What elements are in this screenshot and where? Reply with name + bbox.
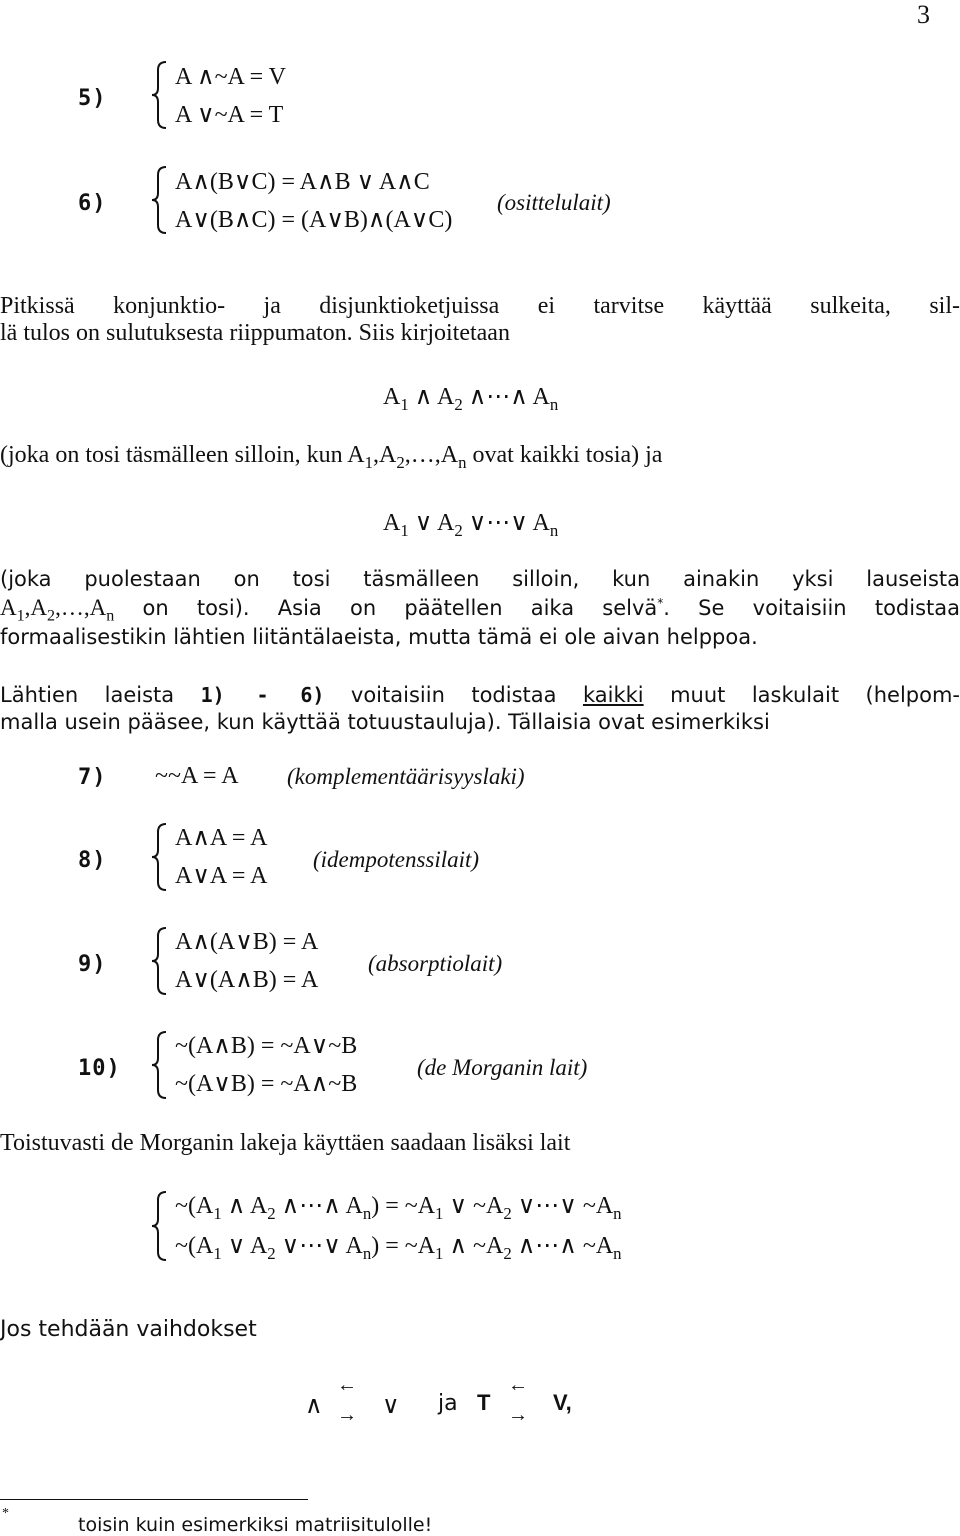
- formula-line: $\sim(A_1$ ∨ $A_2$ ∨⋯∨ $A_n$) = $\sim A_1$ ∧ $\sim A_2$ ∧⋯∧ $\sim A_n$: [175, 1233, 622, 1263]
- rule-number: 6): [78, 191, 107, 216]
- left-arrow-icon: ←: [508, 1374, 528, 1396]
- right-arrow-icon: →: [337, 1404, 357, 1426]
- brace-icon: [150, 822, 168, 892]
- formula-line: ~(A∧B) = ~A∨~B: [175, 1033, 358, 1059]
- formula-line: A ∨~A = T: [175, 102, 284, 128]
- rule-number: 8): [78, 848, 107, 873]
- rule-number: 7): [78, 765, 107, 790]
- formula-line: ~(A∨B) = ~A∧~B: [175, 1071, 358, 1097]
- formula-line: $\sim(A_1$ ∧ $A_2$ ∧⋯∧ $A_n$) = $\sim A_1$ ∨ $\sim A_2$ ∨⋯∨ $\sim A_n$: [175, 1193, 622, 1223]
- page-number: 3: [917, 0, 930, 29]
- rule-number: 5): [78, 86, 107, 111]
- footnote-text: toisin kuin esimerkiksi matriisitulolle!: [78, 1514, 433, 1536]
- paragraph-line: $A_1,A_2,\dots,A_n$ on tosi). Asia on päätellen aika selvä*. Se voitaisiin todistaa: [0, 595, 960, 625]
- paragraph-line: formaalisestikin lähtien liitäntälaeista, mutta tämä ei ole aivan helppoa.: [0, 625, 758, 649]
- law-name: (de Morganin lait): [417, 1055, 588, 1080]
- formula-line: A∧(B∨C) = A∧B ∨ A∧C: [175, 169, 430, 195]
- brace-icon: [150, 60, 168, 130]
- true-symbol: T: [477, 1390, 491, 1415]
- and-symbol: ∧: [305, 1393, 323, 1419]
- formula-line: A ∧~A = V: [175, 64, 286, 90]
- brace-icon: [150, 1190, 168, 1262]
- law-name: (komplementäärisyyslaki): [287, 764, 525, 789]
- brace-icon: [150, 1030, 168, 1100]
- formula-line: A∨(B∧C) = (A∨B)∧(A∨C): [175, 207, 453, 233]
- left-arrow-icon: ←: [337, 1374, 357, 1396]
- conjunction-chain: $A_1$ ∧ $A_2$ ∧⋯∧ $A_n$: [383, 384, 559, 414]
- rule-number: 9): [78, 952, 107, 977]
- footnote-marker: *: [2, 1506, 9, 1521]
- formula-line: ~~A = A: [155, 763, 239, 789]
- paragraph-line: Pitkissä konjunktio- ja disjunktioketjuissa ei tarvitse käyttää sulkeita, sil-: [0, 293, 960, 319]
- conjunction-note: (joka on tosi täsmälleen silloin, kun $A_1,A_2,\dots,A_n$ ovat kaikki tosia) ja: [0, 442, 663, 472]
- disjunction-chain: $A_1$ ∨ $A_2$ ∨⋯∨ $A_n$: [383, 510, 559, 540]
- paragraph-line: lä tulos on sulutuksesta riippumaton. Siis kirjoitetaan: [0, 320, 510, 346]
- paragraph-line: Lähtien laeista 1) - 6) voitaisiin todistaa kaikki muut laskulait (helpom-: [0, 683, 960, 707]
- false-symbol: V,: [553, 1390, 572, 1415]
- law-name: (absorptiolait): [368, 951, 503, 976]
- footnote-rule: [0, 1499, 308, 1500]
- right-arrow-icon: →: [508, 1404, 528, 1426]
- paragraph-line: Toistuvasti de Morganin lakeja käyttäen saadaan lisäksi lait: [0, 1130, 571, 1156]
- law-name: (idempotenssilait): [313, 847, 480, 872]
- formula-line: A∨(A∧B) = A: [175, 967, 319, 993]
- paragraph-line: malla usein pääsee, kun käyttää totuustauluja). Tällaisia ovat esimerkiksi: [0, 710, 770, 734]
- formula-line: A∧(A∨B) = A: [175, 929, 319, 955]
- brace-icon: [150, 165, 168, 235]
- or-symbol: ∨: [382, 1393, 400, 1419]
- paragraph-line: Jos tehdään vaihdokset: [0, 1317, 257, 1342]
- formula-line: A∧A = A: [175, 825, 268, 851]
- law-name: (osittelulait): [497, 190, 611, 215]
- brace-icon: [150, 926, 168, 996]
- rule-number: 10): [78, 1056, 121, 1081]
- paragraph-line: (joka puolestaan on tosi täsmälleen silloin, kun ainakin yksi lauseista: [0, 567, 960, 591]
- formula-line: A∨A = A: [175, 863, 268, 889]
- conjunction-word: ja: [438, 1391, 458, 1416]
